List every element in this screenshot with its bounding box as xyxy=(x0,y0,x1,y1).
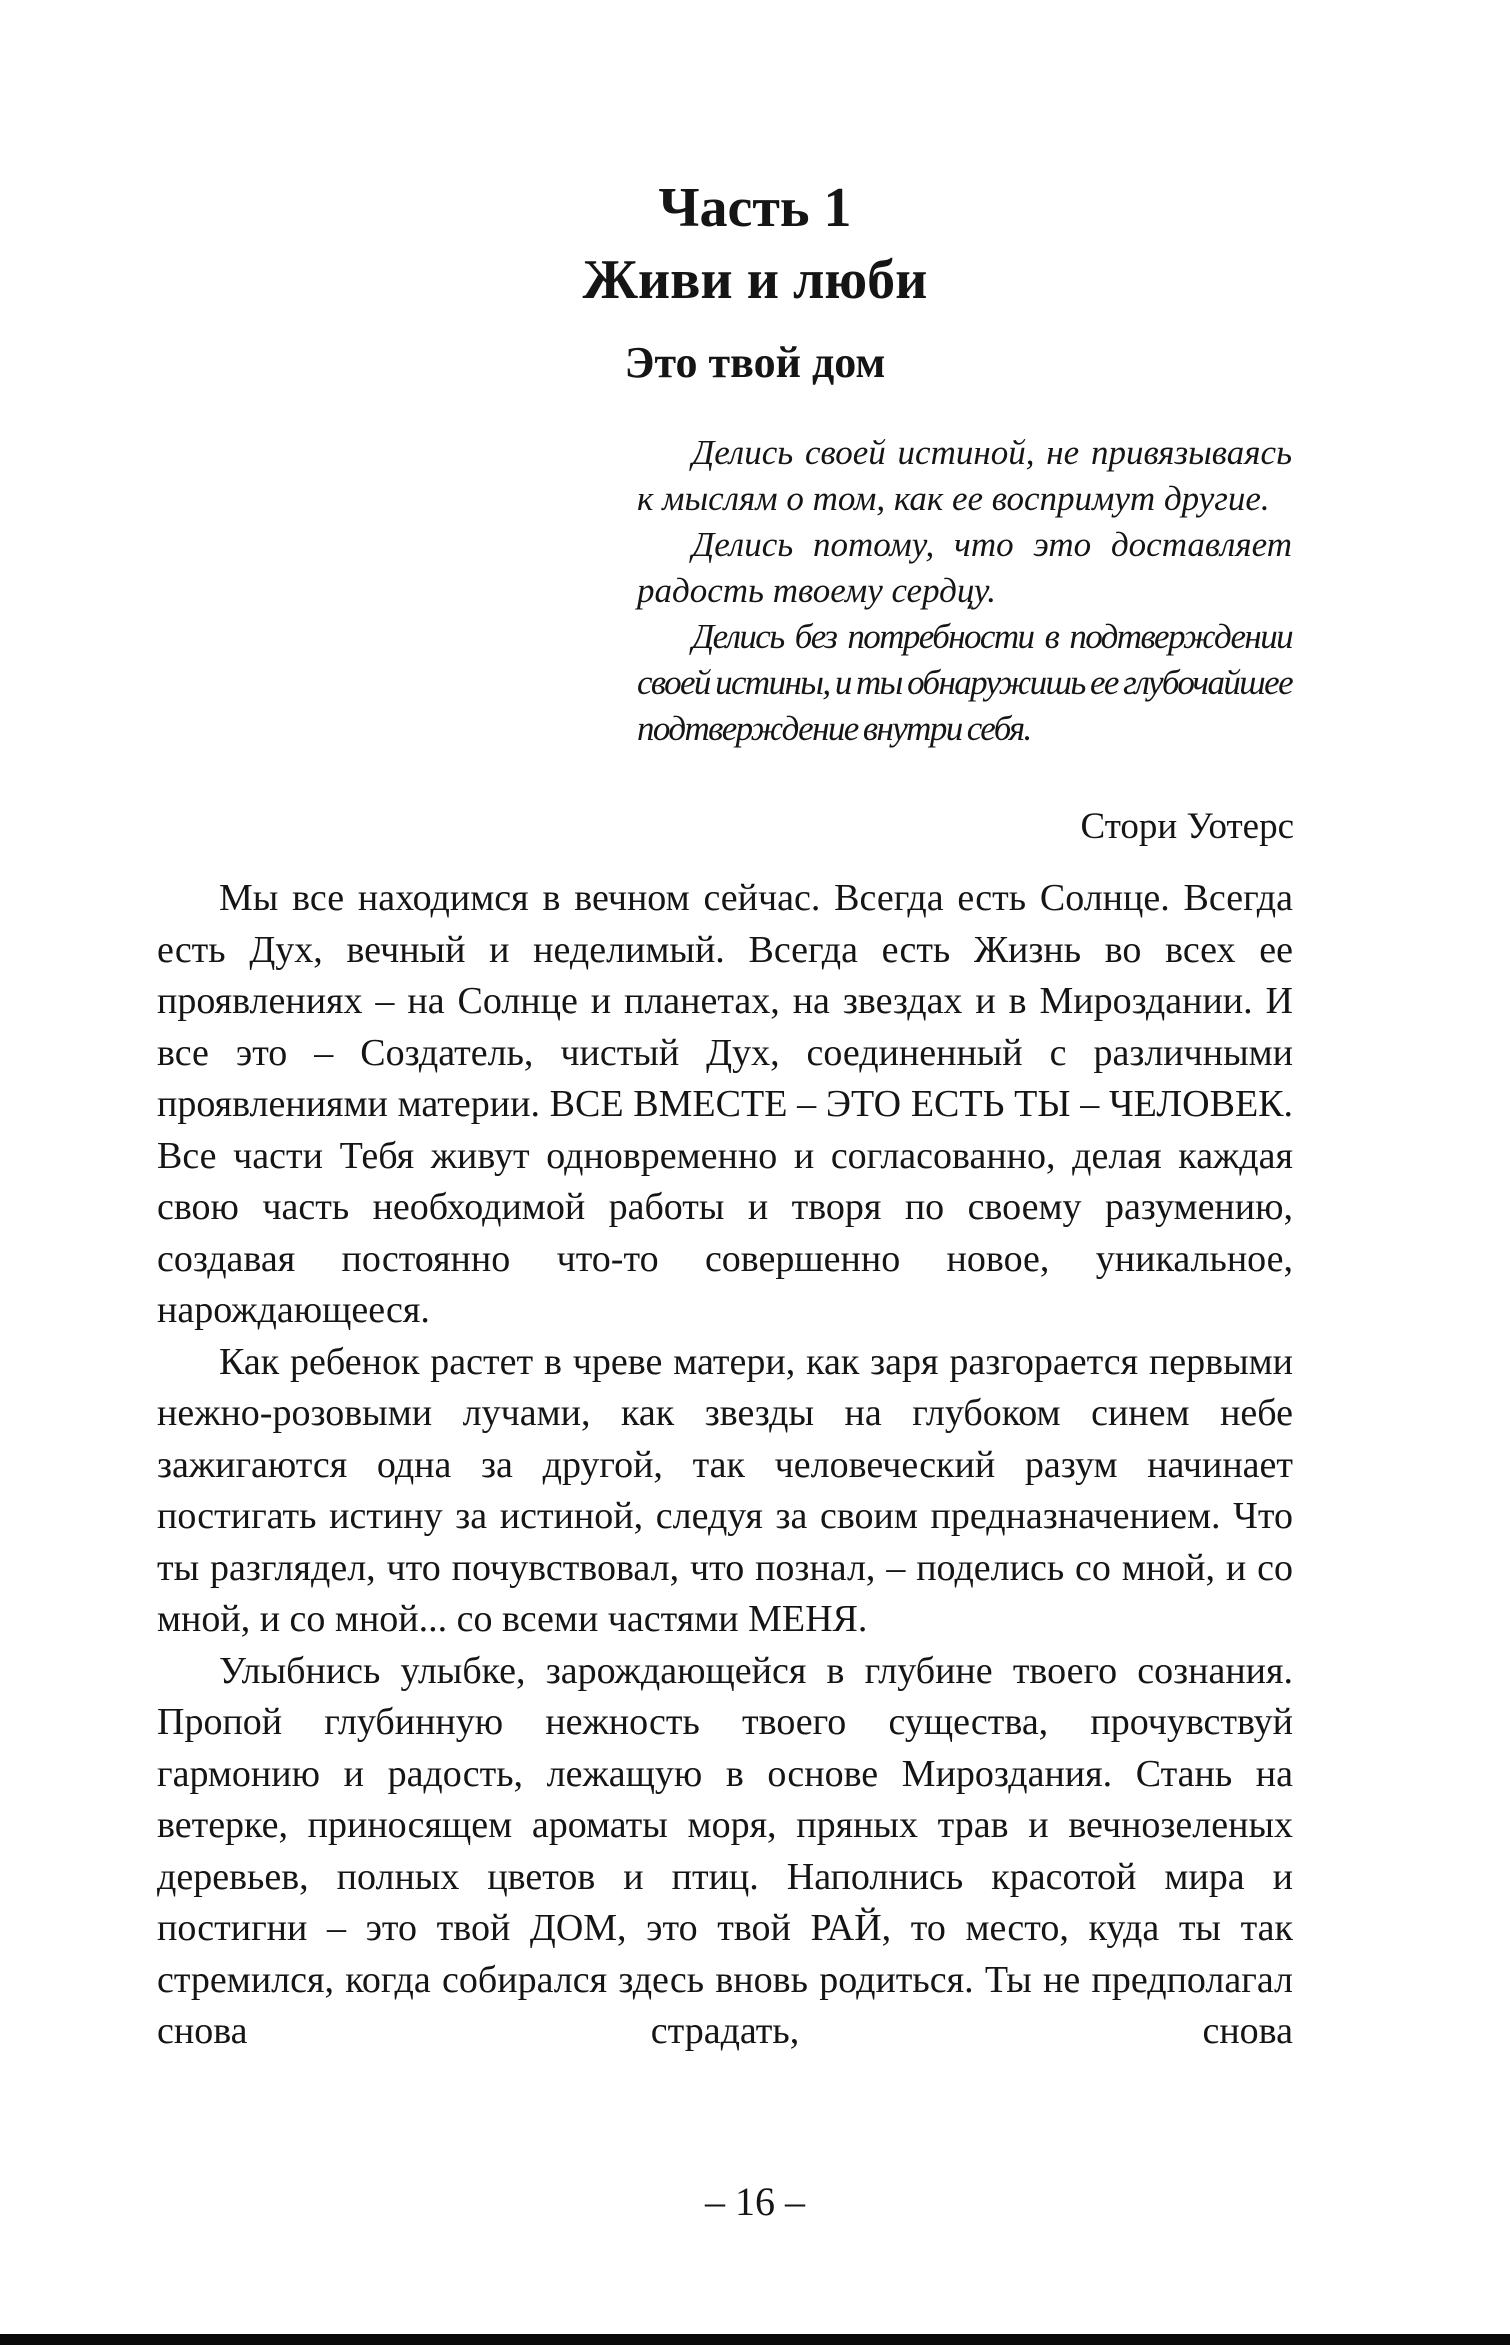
epigraph-author: Стори Уотерс xyxy=(1080,806,1294,847)
epigraph-paragraph: Делись своей истиной, не привязываясь к мыслям о том, как ее воспримут другие. xyxy=(637,433,1292,518)
part-number: Часть 1 xyxy=(658,177,852,239)
body-paragraph: Как ребенок растет в чреве матери, как заря разгорается первыми нежно-розовыми лучами, как звезды на глубоком синем небе зажигаются одна за другой, так человеческий разум начинает постигать истину за истиной, следуя за своим предназначением. Что ты разглядел, что почувствовал, что познал, – поделись со мной, и со мной, и со мной... со всеми частями МЕНЯ. xyxy=(157,1340,1293,1640)
bottom-rule xyxy=(0,2334,1510,2345)
body-paragraph: Улыбнись улыбке, зарождающейся в глубине твоего сознания. Пропой глубинную нежность твоего существа, прочувствуй гармонию и радость, лежащую в основе Мироздания. Стань на ветерке, приносящем ароматы моря, пряных трав и вечнозеленых деревьев, полных цветов и птиц. Наполнись красотой мира и постигни – это твой ДОМ, это твой РАЙ, то место, куда ты так стремился, когда собирался здесь вновь родиться. Ты не предполагал снова страдать, снова xyxy=(157,1649,1293,2052)
epigraph-paragraph: Делись без потребности в подтверждении своей истины, и ты обнаружишь ее глубочайшее подтверждение внутри себя. xyxy=(637,617,1292,748)
main-text xyxy=(157,873,1293,2058)
section-title: Это твой дом xyxy=(624,338,886,387)
part-title: Живи и люби xyxy=(582,249,928,311)
part-heading xyxy=(0,172,1510,316)
epigraph xyxy=(637,430,1292,752)
body-paragraph: Мы все находимся в вечном сейчас. Всегда есть Солнце. Всегда есть Дух, вечный и неделимый. Всегда есть Жизнь во всех ее проявлениях – на Солнце и планетах, на звездах и в Мироздании. И все это – Создатель, чистый Дух, соединенный с различными проявлениями материи. ВСЕ ВМЕСТЕ – ЭТО ЕСТЬ ТЫ – ЧЕЛОВЕК. Все части Тебя живут одновременно и согласованно, делая каждая свою часть необходимой работы и творя по своему разумению, создавая постоянно что-то совершенно новое, уникальное, нарождающееся. xyxy=(157,877,1293,1331)
epigraph-paragraph: Делись потому, что это доставляет радость твоему сердцу. xyxy=(637,525,1292,610)
page-number: – 16 – xyxy=(705,2179,805,2224)
